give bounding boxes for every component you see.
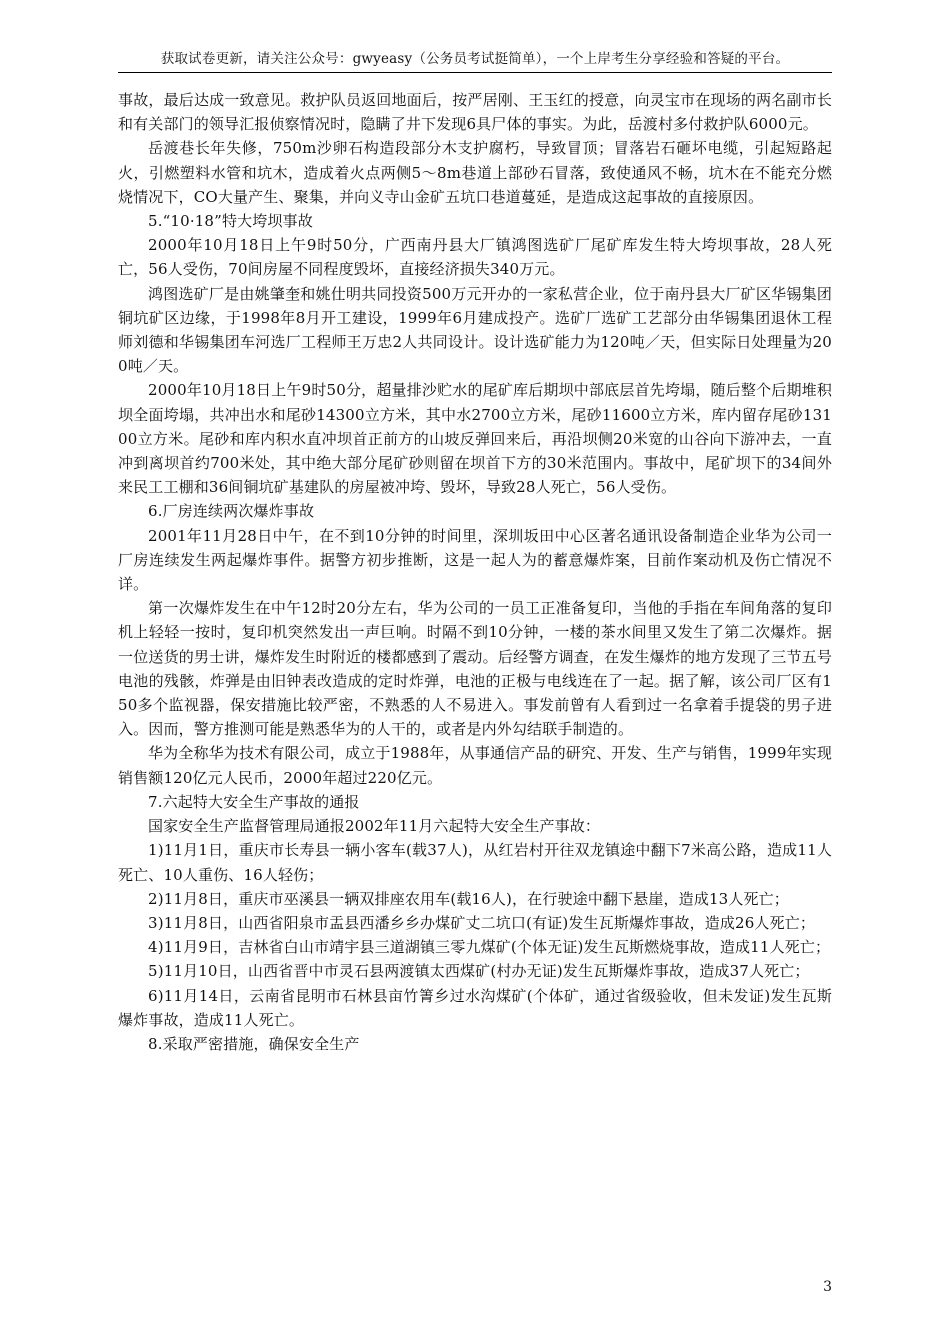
paragraph: 2000年10月18日上午9时50分，广西南丹县大厂镇鸿图选矿厂尾矿库发生特大垮坝事故，28人死亡，56人受伤，70间房屋不同程度毁坏，直接经济损失340万元。	[118, 236, 832, 279]
paragraph: 第一次爆炸发生在中午12时20分左右，华为公司的一员工正准备复印，当他的手指在车间角落的复印机上轻轻一按时，复印机突然发出一声巨响。时隔不到10分钟，一楼的茶水间里又发生了第二次爆炸。据一位送货的男士讲，爆炸发生时附近的楼都感到了震动。后经警方调查，在发生爆炸的地方发现了三节五号电池的残骸，炸弹是由旧钟表改造成的定时炸弹，电池的正极与电线连在了一起。据了解，该公司厂区有150多个监视器，保安措施比较严密，不熟悉的人不易进入。事发前曾有人看到过一名拿着手提袋的男子进入。因而，警方推测可能是熟悉华为的人干的，或者是内外勾结联手制造的。	[118, 599, 832, 739]
page-number: 3	[823, 1279, 832, 1295]
list-item: 2)11月8日，重庆市巫溪县一辆双排座农用车(载16人)，在行驶途中翻下悬崖，造成13人死亡；	[148, 889, 789, 908]
paragraph: 国家安全生产监督管理局通报2002年11月六起特大安全生产事故：	[148, 817, 601, 836]
paragraph: 岳渡巷长年失修，750m沙卵石构造段部分木支护腐朽，导致冒顶；冒落岩石砸坏电缆，引起短路起火，引燃塑料水管和坑木，造成着火点两侧5～8m巷道上部砂石冒落，致使通风不畅，坑木在不能充分燃烧情况下，CO大量产生、聚集，并向义寺山金矿五坑口巷道蔓延，是造成这起事故的直接原因。	[118, 139, 832, 206]
list-item: 6)11月14日，云南省昆明市石林县亩竹箐乡过水沟煤矿(个体矿，通过省级验收，但未发证)发生瓦斯爆炸事故，造成11人死亡。	[118, 986, 832, 1029]
list-item: 1)11月1日，重庆市长寿县一辆小客车(载37人)，从红岩村开往双龙镇途中翻下7米高公路，造成11人死亡、10人重伤、16人轻伤；	[118, 841, 832, 884]
list-item: 3)11月8日，山西省阳泉市盂县西潘乡乡办煤矿丈二坑口(有证)发生瓦斯爆炸事故，造成26人死亡；	[148, 913, 816, 932]
list-item: 5)11月10日，山西省晋中市灵石县两渡镇太西煤矿(村办无证)发生瓦斯爆炸事故，造成37人死亡；	[148, 962, 810, 981]
paragraph: 2001年11月28日中午，在不到10分钟的时间里，深圳坂田中心区著名通讯设备制造企业华为公司一厂房连续发生两起爆炸事件。据警方初步推断，这是一起人为的蓄意爆炸案，目前作案动机及伤亡情况不详。	[118, 526, 832, 594]
document-body	[118, 88, 832, 1056]
paragraph: 鸿图选矿厂是由姚肇奎和姚仕明共同投资500万元开办的一家私营企业，位于南丹县大厂矿区华锡集团铜坑矿区边缘，于1998年8月开工建设，1999年6月建成投产。选矿厂选矿工艺部分由华锡集团退休工程师刘德和华锡集团车河选厂工程师王万忠2人共同设计。设计选矿能力为120吨／天，但实际日处理量为200吨／天。	[118, 284, 832, 376]
paragraph: 事故，最后达成一致意见。救护队员返回地面后，按严居刚、王玉红的授意，向灵宝市在现场的两名副市长和有关部门的领导汇报侦察情况时，隐瞒了井下发现6具尸体的事实。为此，岳渡村多付救护队6000元。	[118, 91, 832, 134]
section-heading: 8.采取严密措施，确保安全生产	[148, 1034, 360, 1053]
paragraph: 华为全称华为技术有限公司，成立于1988年，从事通信产品的研究、开发、生产与销售，1999年实现销售额120亿元人民币，2000年超过220亿元。	[118, 744, 832, 787]
section-heading: 5.“10·18”特大垮坝事故	[148, 212, 313, 231]
list-item: 4)11月9日，吉林省白山市靖宇县三道湖镇三零九煤矿(个体无证)发生瓦斯燃烧事故，造成11人死亡；	[148, 938, 831, 957]
header-divider	[118, 72, 832, 73]
section-heading: 6.厂房连续两次爆炸事故	[148, 502, 315, 521]
page-header: 获取试卷更新，请关注公众号：gwyeasy（公务员考试挺简单），一个上岸考生分享经验和答疑的平台。	[160, 51, 790, 67]
paragraph: 2000年10月18日上午9时50分，超量排沙贮水的尾矿库后期坝中部底层首先垮塌，随后整个后期堆积坝全面垮塌，共冲出水和尾砂14300立方米，其中水2700立方米，尾砂11600立方米，库内留存尾砂13100立方米。尾砂和库内积水直冲坝首正前方的山坡反弹回来后，再沿坝侧20米宽的山谷向下游冲去，一直冲到离坝首约700米处，其中绝大部分尾矿砂则留在坝首下方的30米范围内。事故中，尾矿坝下的34间外来民工工棚和36间铜坑矿基建队的房屋被冲垮、毁坏，导致28人死亡，56人受伤。	[118, 381, 832, 497]
section-heading: 7.六起特大安全生产事故的通报	[148, 792, 360, 811]
